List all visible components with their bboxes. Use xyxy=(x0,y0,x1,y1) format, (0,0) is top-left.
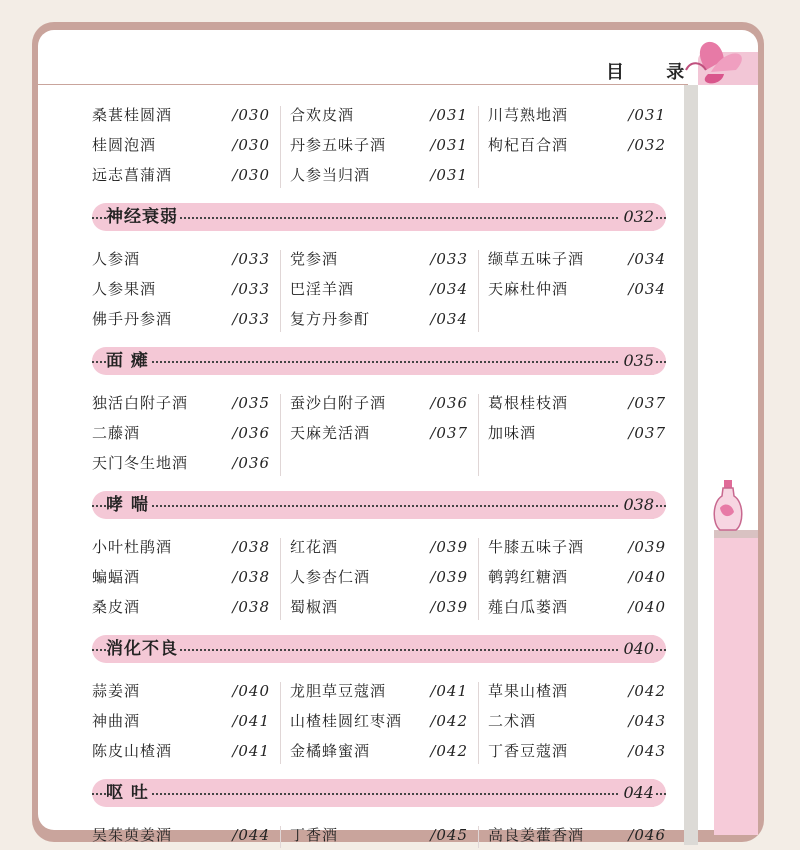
toc-entry xyxy=(488,448,666,478)
toc-entry[interactable] xyxy=(92,100,270,130)
entry-page: /036 xyxy=(232,424,270,442)
toc-entry[interactable] xyxy=(290,676,468,706)
entry-page: /039 xyxy=(430,568,468,586)
entry-page: /039 xyxy=(430,598,468,616)
entry-grid xyxy=(92,388,672,478)
leader-dots xyxy=(92,793,666,795)
column-divider xyxy=(280,826,281,848)
entry-page: /037 xyxy=(628,394,666,412)
entry-page: /043 xyxy=(628,712,666,730)
entry-page: /036 xyxy=(430,394,468,412)
entry-grid xyxy=(92,820,672,850)
column-divider xyxy=(280,538,281,620)
toc-entry[interactable] xyxy=(290,160,468,190)
entry-name: 巴淫羊酒 xyxy=(290,280,355,298)
column-divider xyxy=(478,826,479,848)
section-page: 040 xyxy=(619,635,654,663)
entry-row xyxy=(92,820,672,850)
toc-entry[interactable] xyxy=(92,592,270,622)
entry-row xyxy=(92,244,672,274)
toc-entry[interactable] xyxy=(290,130,468,160)
entry-name: 党参酒 xyxy=(290,250,339,268)
entry-page: /030 xyxy=(232,106,270,124)
entry-page: /030 xyxy=(232,136,270,154)
entry-name: 加味酒 xyxy=(488,424,537,442)
section-title: 面 瘫 xyxy=(106,347,151,375)
toc-entry[interactable] xyxy=(92,820,270,850)
toc-entry[interactable] xyxy=(92,418,270,448)
entry-name: 小叶杜鹃酒 xyxy=(92,538,173,556)
entry-name: 蒜姜酒 xyxy=(92,682,141,700)
entry-name: 丁香酒 xyxy=(290,826,339,844)
entry-name: 吴茱萸姜酒 xyxy=(92,826,173,844)
entry-page: /040 xyxy=(628,598,666,616)
toc-entry[interactable] xyxy=(290,736,468,766)
entry-name: 佛手丹参酒 xyxy=(92,310,173,328)
column-divider xyxy=(478,538,479,620)
entry-name: 桑皮酒 xyxy=(92,598,141,616)
toc-entry[interactable] xyxy=(290,100,468,130)
entry-name: 葛根桂枝酒 xyxy=(488,394,569,412)
toc-entry[interactable] xyxy=(290,418,468,448)
entry-page: /041 xyxy=(430,682,468,700)
toc-entry[interactable] xyxy=(92,274,270,304)
entry-name: 远志菖蒲酒 xyxy=(92,166,173,184)
toc-content xyxy=(38,100,684,850)
toc-entry[interactable] xyxy=(488,736,666,766)
entry-page: /032 xyxy=(628,136,666,154)
entry-row xyxy=(92,418,672,448)
entry-name: 桑葚桂圆酒 xyxy=(92,106,173,124)
entry-name: 天麻羌活酒 xyxy=(290,424,371,442)
entry-row xyxy=(92,676,672,706)
section-title: 消化不良 xyxy=(106,635,180,663)
toc-entry[interactable] xyxy=(290,562,468,592)
entry-page: /037 xyxy=(430,424,468,442)
toc-entry[interactable] xyxy=(290,592,468,622)
entry-page: /034 xyxy=(430,280,468,298)
entry-row xyxy=(92,736,672,766)
entry-page: /038 xyxy=(232,598,270,616)
entry-page: /040 xyxy=(232,682,270,700)
column-divider xyxy=(478,250,479,332)
entry-page: /033 xyxy=(232,250,270,268)
toc-entry xyxy=(488,160,666,190)
side-strip xyxy=(684,85,698,845)
entry-page: /038 xyxy=(232,538,270,556)
entry-page: /031 xyxy=(628,106,666,124)
entry-page: /035 xyxy=(232,394,270,412)
entry-page: /041 xyxy=(232,712,270,730)
entry-name: 人参酒 xyxy=(92,250,141,268)
entry-grid xyxy=(92,244,672,334)
entry-name: 蝙蝠酒 xyxy=(92,568,141,586)
entry-page: /042 xyxy=(628,682,666,700)
toc-entry[interactable] xyxy=(92,706,270,736)
toc-entry[interactable] xyxy=(290,706,468,736)
entry-name: 鹌鹑红糖酒 xyxy=(488,568,569,586)
toc-entry[interactable] xyxy=(92,388,270,418)
entry-name: 天麻杜仲酒 xyxy=(488,280,569,298)
column-divider xyxy=(280,250,281,332)
leader-dots xyxy=(92,505,666,507)
column-divider xyxy=(280,106,281,188)
entry-name: 草果山楂酒 xyxy=(488,682,569,700)
entry-page: /042 xyxy=(430,742,468,760)
entry-name: 合欢皮酒 xyxy=(290,106,355,124)
section-page: 035 xyxy=(619,347,654,375)
entry-row xyxy=(92,592,672,622)
entry-page: /034 xyxy=(628,250,666,268)
entry-name: 蜀椒酒 xyxy=(290,598,339,616)
entry-page: /039 xyxy=(430,538,468,556)
section-title: 神经衰弱 xyxy=(106,203,180,231)
entry-grid xyxy=(92,676,672,766)
entry-name: 高良姜藿香酒 xyxy=(488,826,585,844)
entry-row xyxy=(92,130,672,160)
side-pink-strip xyxy=(714,535,758,835)
entry-name: 枸杞百合酒 xyxy=(488,136,569,154)
section-page: 032 xyxy=(619,203,654,231)
toc-entry[interactable] xyxy=(488,706,666,736)
section-header[interactable] xyxy=(92,635,666,663)
toc-entry[interactable] xyxy=(488,418,666,448)
entry-name: 桂圆泡酒 xyxy=(92,136,157,154)
entry-name: 二术酒 xyxy=(488,712,537,730)
column-divider xyxy=(478,106,479,188)
section-header[interactable] xyxy=(92,347,666,375)
entry-name: 神曲酒 xyxy=(92,712,141,730)
entry-page: /046 xyxy=(628,826,666,844)
toc-entry[interactable] xyxy=(92,532,270,562)
section-header[interactable] xyxy=(92,203,666,231)
section-page: 044 xyxy=(619,779,654,807)
entry-name: 二藤酒 xyxy=(92,424,141,442)
toc-entry xyxy=(290,448,468,478)
toc-entry[interactable] xyxy=(290,388,468,418)
entry-name: 牛膝五味子酒 xyxy=(488,538,585,556)
toc-entry[interactable] xyxy=(290,304,468,334)
entry-name: 天门冬生地酒 xyxy=(92,454,189,472)
section-header[interactable] xyxy=(92,779,666,807)
page-title: 目 录 xyxy=(606,62,703,83)
section-title: 呕 吐 xyxy=(106,779,151,807)
toc-entry[interactable] xyxy=(488,820,666,850)
toc-entry[interactable] xyxy=(488,130,666,160)
entry-page: /041 xyxy=(232,742,270,760)
toc-entry[interactable] xyxy=(488,532,666,562)
entry-row xyxy=(92,100,672,130)
toc-entry[interactable] xyxy=(290,274,468,304)
entry-row xyxy=(92,532,672,562)
toc-entry[interactable] xyxy=(92,160,270,190)
entry-page: /034 xyxy=(430,310,468,328)
entry-name: 丁香豆蔻酒 xyxy=(488,742,569,760)
entry-name: 金橘蜂蜜酒 xyxy=(290,742,371,760)
entry-name: 川芎熟地酒 xyxy=(488,106,569,124)
entry-name: 红花酒 xyxy=(290,538,339,556)
toc-entry[interactable] xyxy=(92,304,270,334)
entry-row xyxy=(92,448,672,478)
entry-row xyxy=(92,304,672,334)
column-divider xyxy=(478,682,479,764)
entry-name: 丹参五味子酒 xyxy=(290,136,387,154)
entry-page: /038 xyxy=(232,568,270,586)
entry-page: /031 xyxy=(430,166,468,184)
entry-page: /030 xyxy=(232,166,270,184)
entry-name: 薤白瓜蒌酒 xyxy=(488,598,569,616)
toc-entry[interactable] xyxy=(290,820,468,850)
entry-page: /045 xyxy=(430,826,468,844)
toc-entry[interactable] xyxy=(92,676,270,706)
entry-name: 独活白附子酒 xyxy=(92,394,189,412)
entry-page: /040 xyxy=(628,568,666,586)
entry-name: 复方丹参酊 xyxy=(290,310,371,328)
toc-entry[interactable] xyxy=(488,676,666,706)
entry-name: 陈皮山楂酒 xyxy=(92,742,173,760)
toc-entry[interactable] xyxy=(488,562,666,592)
entry-name: 人参果酒 xyxy=(92,280,157,298)
toc-entry[interactable] xyxy=(290,244,468,274)
entry-page: /044 xyxy=(232,826,270,844)
entry-page: /033 xyxy=(232,310,270,328)
entry-row xyxy=(92,274,672,304)
entry-page: /039 xyxy=(628,538,666,556)
entry-name: 人参杏仁酒 xyxy=(290,568,371,586)
toc-entry[interactable] xyxy=(488,592,666,622)
side-margin xyxy=(698,85,758,535)
toc-entry[interactable] xyxy=(488,100,666,130)
entry-name: 龙胆草豆蔻酒 xyxy=(290,682,387,700)
entry-page: /031 xyxy=(430,106,468,124)
entry-page: /036 xyxy=(232,454,270,472)
toc-entry[interactable] xyxy=(92,562,270,592)
column-divider xyxy=(280,682,281,764)
toc-page xyxy=(38,30,758,844)
column-divider xyxy=(478,394,479,476)
entry-page: /033 xyxy=(232,280,270,298)
toc-entry[interactable] xyxy=(92,736,270,766)
entry-page: /037 xyxy=(628,424,666,442)
entry-row xyxy=(92,160,672,190)
section-title: 哮 喘 xyxy=(106,491,151,519)
entry-name: 蚕沙白附子酒 xyxy=(290,394,387,412)
vase-icon xyxy=(710,478,746,534)
entry-name: 山楂桂圆红枣酒 xyxy=(290,712,403,730)
toc-entry[interactable] xyxy=(488,388,666,418)
toc-entry[interactable] xyxy=(488,274,666,304)
entry-grid xyxy=(92,532,672,622)
toc-entry[interactable] xyxy=(92,244,270,274)
entry-name: 缬草五味子酒 xyxy=(488,250,585,268)
toc-entry xyxy=(488,304,666,334)
entry-name: 人参当归酒 xyxy=(290,166,371,184)
entry-row xyxy=(92,706,672,736)
toc-entry[interactable] xyxy=(488,244,666,274)
section-header[interactable] xyxy=(92,491,666,519)
leader-dots xyxy=(92,361,666,363)
toc-entry[interactable] xyxy=(290,532,468,562)
entry-page: /043 xyxy=(628,742,666,760)
column-divider xyxy=(280,394,281,476)
entry-row xyxy=(92,388,672,418)
header-rule xyxy=(38,84,688,85)
entry-page: /034 xyxy=(628,280,666,298)
entry-row xyxy=(92,562,672,592)
section-page: 038 xyxy=(619,491,654,519)
toc-entry[interactable] xyxy=(92,130,270,160)
toc-entry[interactable] xyxy=(92,448,270,478)
entry-page: /042 xyxy=(430,712,468,730)
entry-page: /031 xyxy=(430,136,468,154)
entry-page: /033 xyxy=(430,250,468,268)
entry-grid xyxy=(92,100,672,190)
